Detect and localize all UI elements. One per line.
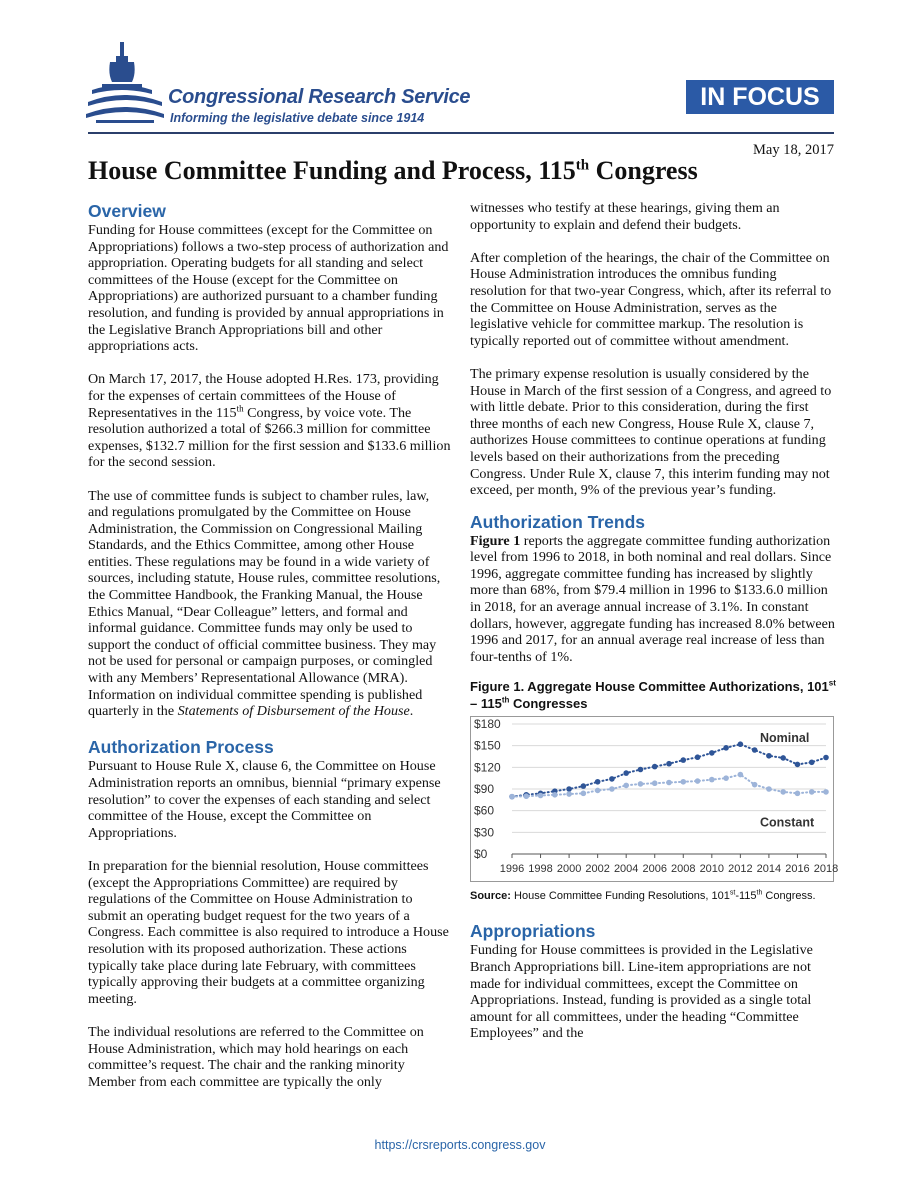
- data-point: [752, 782, 758, 788]
- data-point: [795, 791, 801, 797]
- overview-p2-text-b: Congress, by voice vote. The resolution authorized a total of $266.3 million for committee expenses, $132.7 million for the first session and $133.6 million for the second session.: [88, 404, 451, 471]
- auth-paragraph-2: In preparation for the biennial resolution, House committees (except the Appropriations Committee) are required by regulations of the Committee on House Administration to submit an operating budget request for the two years of a Congress. Each committee is also required to introduce a House resolution with its proposed authorization. These actions typically take place during late February, with committees typically approving their budgets at a committee organizing meeting.: [88, 857, 449, 1007]
- x-tick-label: 2018: [813, 863, 839, 876]
- data-point: [809, 790, 815, 796]
- auth-paragraph-1: Pursuant to House Rule X, clause 6, the Committee on House Administration reports an omnibus, biennial “primary expense resolution” to cover the expenses of each standing and select committee of the House, except the Committee on Appropriations.: [88, 758, 441, 841]
- data-point: [695, 779, 701, 785]
- source-sup2: th: [756, 889, 763, 897]
- in-focus-badge: IN FOCUS: [686, 80, 834, 114]
- appropriations-heading: Appropriations: [470, 921, 596, 942]
- y-tick-label: $150: [474, 739, 501, 754]
- overview-paragraph-3: [88, 488, 452, 720]
- data-point: [738, 772, 744, 778]
- right-column: [470, 200, 839, 1042]
- data-point: [638, 782, 644, 788]
- data-point: [766, 787, 772, 793]
- left-column: [88, 200, 452, 1090]
- y-tick-label: $180: [474, 717, 501, 732]
- x-tick-label: 2006: [642, 863, 667, 876]
- header-rule: [88, 132, 834, 134]
- y-tick-label: $60: [474, 804, 495, 819]
- data-point: [538, 793, 544, 799]
- data-point: [723, 776, 729, 782]
- x-tick-label: 2016: [785, 863, 810, 876]
- overview-p3-text-a: The use of committee funds is subject to chamber rules, law, and regulations promulgated by the Committee on House Administration, the Commission on Congressional Mailing Standards, and the Ethics Committee, among other House entities. These regulations may be found in a wide variety of sources, including statute, House rules, committee resolutions, the Committee Handbook, the Franking Manual, the House Ethics Manual, “Dear Colleague” letters, and formal and informal guidance. Committee funds may only be used to support the conduct of official committee business. They may not be used for personal or campaign purposes, or comingled with any Members’ Representational Allowance (MRA). Information on individual committee spending is published quarterly in the: [88, 487, 441, 720]
- data-point: [823, 790, 829, 796]
- x-tick-label: 2000: [556, 863, 582, 876]
- source-label: Source:: [470, 890, 511, 903]
- data-point: [566, 787, 572, 793]
- source-text-b: -115: [735, 890, 757, 903]
- overview-paragraph-1: Funding for House committees (except for the Committee on Appropriations) follows a two-step process of authorization and appropriation. Operating budgets for all standing and select committees of the House (except for the Committee on Appropriations) are authorized pursuant to a chamber funding resolution, and funding is provided by annual appropriations in the Legislative Branch Appropriations bill and other appropriations acts.: [88, 222, 449, 355]
- source-text-c: Congress.: [762, 890, 816, 903]
- data-point: [609, 787, 615, 793]
- auth-paragraph-3: The individual resolutions are referred to the Committee on House Administration, which may hold hearings on each committee’s request. The chair and the ranking minority Member from each committee are typically the only: [88, 1023, 424, 1090]
- x-tick-label: 2008: [671, 863, 696, 876]
- data-point: [666, 761, 672, 767]
- overview-p3-italic: Statements of Disbursement of the House: [177, 703, 410, 720]
- authorization-trends-heading: Authorization Trends: [470, 511, 645, 532]
- cont-paragraph-2: After completion of the hearings, the chair of the Committee on House Administration introduces the omnibus funding resolution for that two-year Congress, which, after its referral to the Committee on House Administration, serves as the legislative vehicle for committee markup. The resolution is typically reported out of committee without amendment.: [470, 249, 832, 349]
- data-point: [581, 791, 587, 797]
- title-sup: th: [575, 157, 590, 174]
- trends-bold: Figure 1: [470, 532, 521, 549]
- data-point: [552, 792, 558, 798]
- data-point: [809, 760, 815, 766]
- data-point: [795, 762, 801, 768]
- cont-paragraph-1: witnesses who testify at these hearings, giving them an opportunity to explain and defend their budgets.: [470, 200, 780, 233]
- x-tick-label: 2014: [756, 863, 782, 876]
- data-point: [709, 777, 715, 783]
- overview-p2-text-a: On March 17, 2017, the House adopted H.Res. 173, providing for the expenses of certain committees of the House of Representatives in the 115: [88, 371, 439, 421]
- data-point: [595, 788, 601, 794]
- y-tick-label: $120: [474, 760, 501, 775]
- y-tick-label: $30: [474, 825, 495, 840]
- x-tick-label: 1998: [528, 863, 553, 876]
- data-point: [566, 792, 572, 798]
- data-point: [638, 767, 644, 773]
- fig-caption-sup2: th: [501, 695, 510, 705]
- funding-chart: [470, 716, 839, 882]
- data-point: [695, 755, 701, 761]
- overview-paragraph-2: [88, 371, 452, 471]
- overview-p3-text-b: .: [409, 703, 414, 720]
- data-point: [666, 780, 672, 786]
- data-point: [652, 764, 658, 770]
- page-title: [88, 156, 698, 186]
- data-point: [523, 794, 529, 800]
- overview-heading: Overview: [88, 201, 166, 221]
- title-end: Congress: [589, 156, 698, 185]
- data-point: [581, 784, 587, 790]
- source-sup1: st: [729, 889, 736, 897]
- fig-caption-sup1: st: [828, 679, 836, 689]
- fig-caption-b: – 115: [470, 695, 502, 711]
- data-point: [766, 753, 772, 759]
- fig-caption-a: Figure 1. Aggregate House Committee Authorizations, 101: [470, 679, 829, 695]
- figure-source: [470, 888, 836, 904]
- data-point: [780, 790, 786, 796]
- cont-paragraph-3: The primary expense resolution is usually considered by the House in March of the first session of a Congress, and agreed to with little debate. Prior to this consideration, during the first three months of each new Congress, House Rule X, clause 7, authorizes House committees to continue operations at funding levels based on their authorizations from the preceding Congress. Under Rule X, clause 7, this interim funding may not exceed, per month, 9% of the previous year’s funding.: [470, 365, 832, 499]
- series-label-constant: Constant: [760, 815, 815, 830]
- x-tick-label: 2004: [613, 863, 639, 876]
- data-point: [509, 794, 515, 800]
- fig-caption-c: Congresses: [509, 695, 588, 711]
- source-text-a: House Committee Funding Resolutions, 101: [510, 890, 730, 903]
- y-tick-label: $0: [474, 847, 488, 862]
- data-point: [623, 783, 629, 789]
- series-label-nominal: Nominal: [760, 731, 810, 746]
- figure-caption: [470, 679, 836, 712]
- logo-tagline: Informing the legislative debate since 1914: [170, 111, 425, 125]
- data-point: [752, 748, 758, 754]
- data-point: [595, 779, 601, 785]
- y-tick-label: $90: [474, 782, 495, 797]
- x-tick-label: 2002: [585, 863, 610, 876]
- data-point: [680, 779, 686, 785]
- data-point: [652, 781, 658, 787]
- footer-url[interactable]: https://crsreports.congress.gov: [374, 1138, 546, 1152]
- logo-name: Congressional Research Service: [168, 86, 471, 108]
- x-tick-label: 1996: [499, 863, 525, 876]
- x-tick-label: 2010: [699, 863, 725, 876]
- publication-date: May 18, 2017: [753, 142, 834, 158]
- x-tick-label: 2012: [728, 863, 753, 876]
- data-point: [780, 756, 786, 762]
- data-point: [609, 777, 615, 783]
- overview-p2-sup: th: [236, 402, 244, 413]
- trends-paragraph: [470, 533, 836, 666]
- data-point: [738, 742, 744, 748]
- trends-text: reports the aggregate committee funding authorization level from 1996 to 2018, in both nominal and real dollars. Since 1996, aggregate committee funding has increased by slightly more than 68%, from $79.4 million in 1996 to $133.6.0 million in 2018, for an average annual increase of 3.1%. In constant dollars, however, aggregate funding has increased 8.0% between 1996 and 2017, for an annual average real increase of less than four-tenths of 1%.: [470, 532, 835, 665]
- data-point: [723, 745, 729, 751]
- approp-paragraph-1: Funding for House committees is provided in the Legislative Branch Appropriations bill. Line-item appropriations are not made for individual committees, except the Committee on Appropriations. Instead, funding is provided as a single total amount for all committees, under the heading “Committee Employees” and the: [470, 942, 813, 1042]
- data-point: [709, 751, 715, 757]
- crs-logo-icon: [86, 40, 164, 130]
- data-point: [823, 755, 829, 761]
- data-point: [680, 758, 686, 764]
- title-main: House Committee Funding and Process, 115: [88, 156, 576, 185]
- data-point: [623, 771, 629, 777]
- authorization-process-heading: Authorization Process: [88, 737, 274, 758]
